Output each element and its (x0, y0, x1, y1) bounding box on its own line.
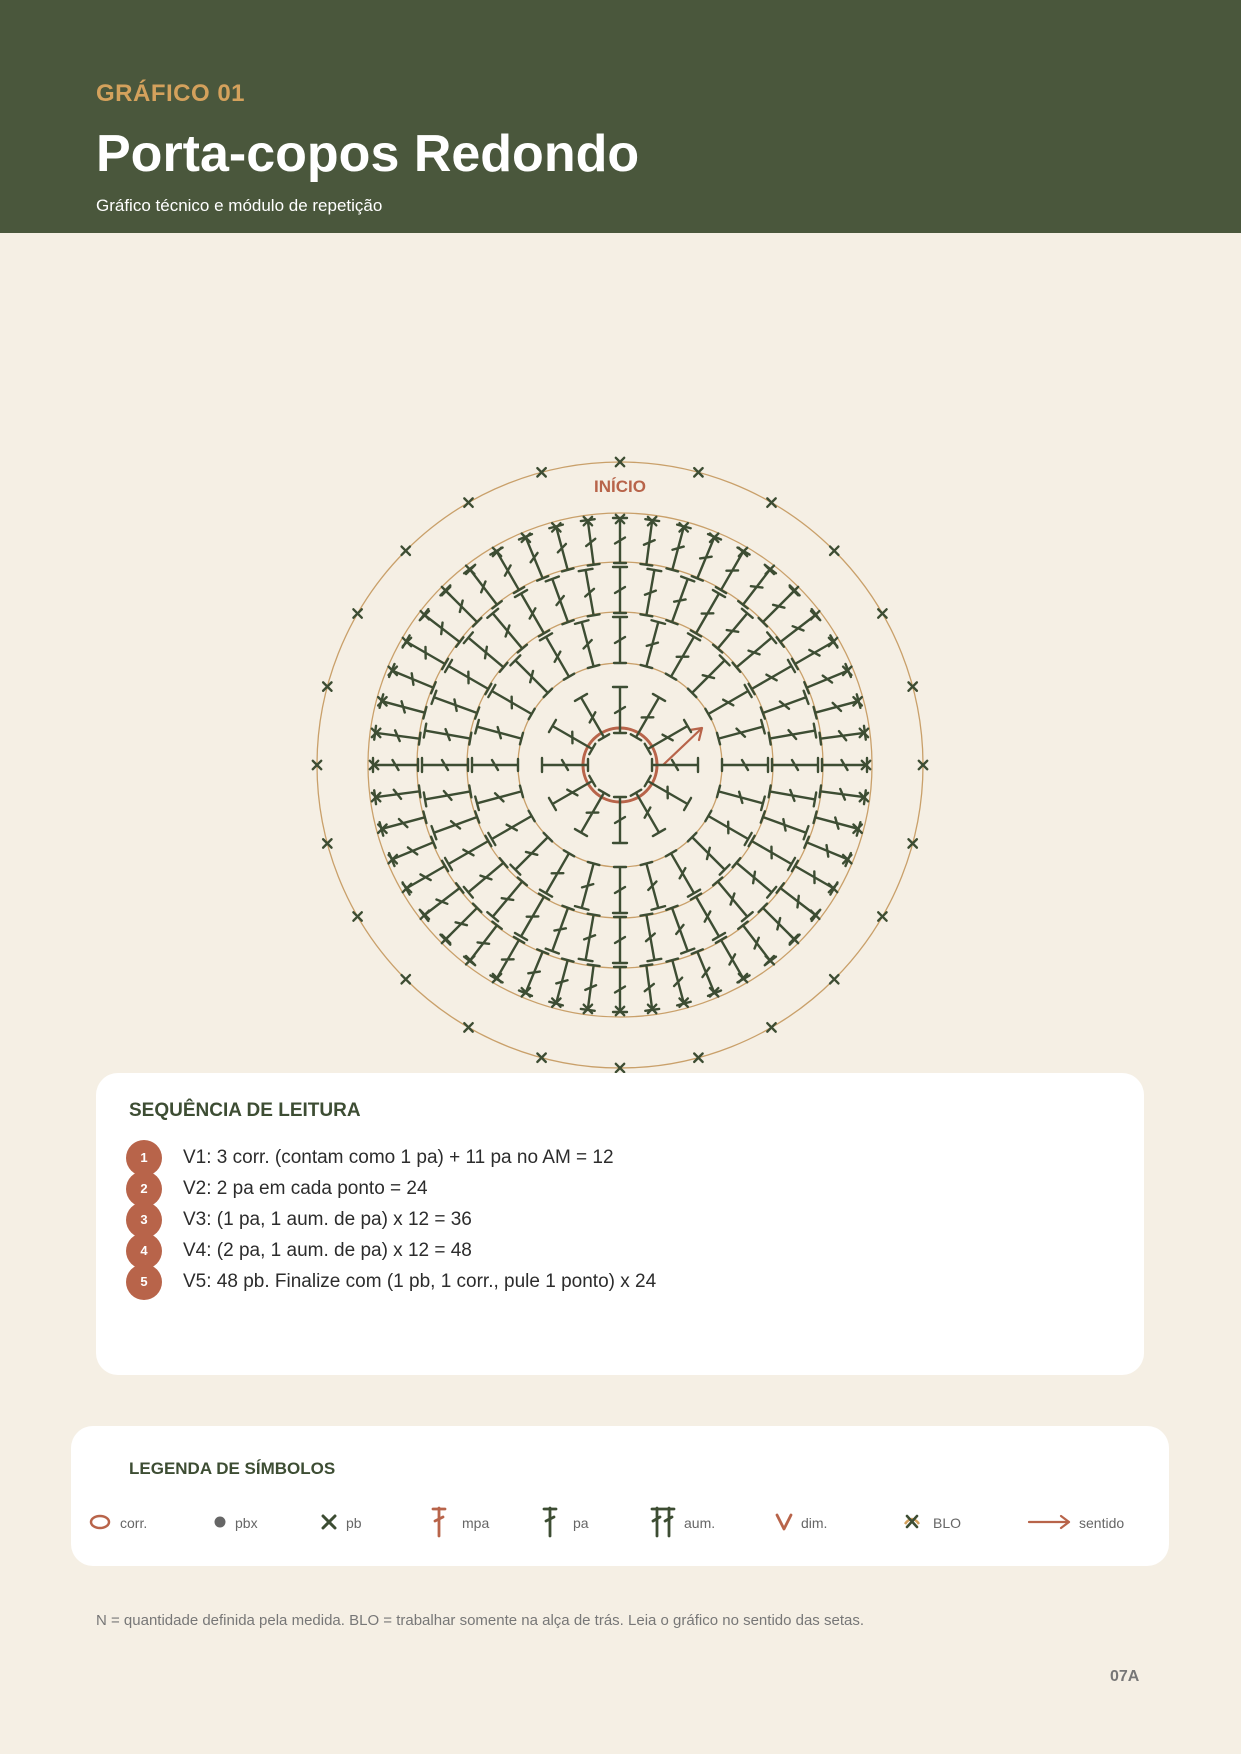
double-crochet-stitch (373, 758, 418, 772)
legend-item-pbx (207, 1504, 287, 1540)
double-crochet-stitch (424, 724, 472, 745)
double-crochet-stitch (613, 687, 627, 733)
single-crochet-stitch (464, 1023, 472, 1031)
single-crochet-stitch (908, 839, 916, 847)
legend-label: aum. (684, 1515, 716, 1531)
single-crochet-stitch (402, 975, 410, 983)
single-crochet-stitch (908, 682, 916, 690)
double-crochet-stitch (666, 906, 694, 954)
reading-sequence-card (96, 1073, 1144, 1375)
double-crochet-stitch (713, 878, 753, 922)
double-crochet-stitch (722, 758, 768, 772)
page-number: 07A (1110, 1668, 1140, 1685)
double-crochet-stitch (510, 833, 552, 875)
legend-label: pbx (235, 1515, 258, 1531)
double-crochet-stitch (613, 797, 627, 843)
legend-item-corr (87, 1504, 177, 1540)
single-crochet-stitch (537, 1053, 545, 1061)
chart-kicker: GRÁFICO 01 (96, 80, 246, 107)
double-crochet-stitch (717, 786, 765, 810)
legend-label: pb (346, 1515, 362, 1531)
chain-oval-icon (87, 1504, 113, 1540)
increase-icon (648, 1504, 678, 1540)
double-crochet-stitch (652, 758, 698, 772)
double-crochet-stitch (691, 590, 725, 636)
double-crochet-stitch (822, 758, 867, 772)
crochet-round-chart (300, 450, 940, 1080)
double-crochet-stitch (475, 720, 523, 744)
single-crochet-stitch (830, 975, 838, 983)
double-crochet-stitch (688, 833, 730, 875)
header-banner (0, 0, 1241, 233)
single-crochet-stitch (537, 468, 545, 476)
double-crochet-stitch (445, 660, 491, 694)
double-crochet-stitch (464, 632, 508, 672)
page-subtitle: Gráfico técnico e módulo de repetição (96, 196, 383, 215)
single-crochet-stitch (694, 468, 702, 476)
double-crochet-stitch (472, 758, 518, 772)
legend-label: dim. (801, 1515, 828, 1531)
single-crochet-stitch (323, 839, 331, 847)
double-crochet-stitch (717, 720, 765, 744)
double-crochet-stitch (733, 858, 777, 898)
legend-item-pa (537, 1504, 617, 1540)
single-crochet-stitch (353, 609, 361, 617)
single-crochet-stitch (878, 609, 886, 617)
legend-label: mpa (462, 1515, 490, 1531)
double-crochet-stitch (575, 694, 609, 740)
step-text: V2: 2 pa em cada ponto = 24 (183, 1178, 428, 1199)
step-number-badge: 5 (126, 1264, 162, 1300)
step-text: V1: 3 corr. (contam como 1 pa) + 11 pa no AM = 12 (183, 1147, 614, 1168)
legend-label: sentido (1079, 1515, 1125, 1531)
double-crochet-stitch (487, 609, 527, 653)
double-crochet-stitch (475, 786, 523, 810)
double-crochet-stitch (713, 609, 753, 653)
double-crochet-stitch (488, 685, 534, 719)
double-crochet-stitch (546, 577, 574, 625)
legend-label: BLO (933, 1515, 962, 1531)
magic-ring-symbol (583, 728, 657, 802)
double-crochet-stitch (487, 878, 527, 922)
double-crochet-stitch (769, 785, 817, 806)
double-crochet-stitch (488, 811, 534, 845)
direction-arrow-symbol (663, 728, 702, 765)
double-crochet-icon (537, 1504, 563, 1540)
single-crochet-stitch (353, 912, 361, 920)
double-crochet-stitch (645, 720, 691, 754)
double-crochet-stitch (640, 569, 661, 617)
double-crochet-stitch (749, 836, 795, 870)
double-crochet-stitch (705, 811, 751, 845)
double-crochet-stitch (515, 894, 549, 940)
legend-item-sentido (1027, 1504, 1147, 1540)
double-crochet-stitch (613, 567, 627, 613)
double-crochet-stitch (761, 811, 809, 839)
double-crochet-stitch (510, 655, 552, 697)
double-crochet-stitch (613, 518, 627, 563)
double-crochet-stitch (542, 758, 588, 772)
double-crochet-stitch (631, 694, 665, 740)
double-crochet-stitch (691, 894, 725, 940)
double-crochet-stitch (645, 776, 691, 810)
double-crochet-stitch (422, 758, 468, 772)
legend-item-pb (316, 1504, 396, 1540)
legend-title: LEGENDA DE SÍMBOLOS (129, 1459, 336, 1478)
legend-item-dim (771, 1504, 851, 1540)
single-crochet-x-icon (316, 1504, 342, 1540)
double-crochet-stitch (432, 691, 480, 719)
double-crochet-stitch (464, 858, 508, 898)
legend-item-mpa (426, 1504, 516, 1540)
single-crochet-stitch (767, 1023, 775, 1031)
page-title: Porta-copos Redondo (96, 125, 640, 183)
double-crochet-stitch (546, 906, 574, 954)
double-crochet-stitch (613, 967, 627, 1012)
slip-stitch-dot-icon (207, 1504, 233, 1540)
double-crochet-stitch (641, 862, 665, 910)
symbol-legend-card (71, 1426, 1169, 1566)
double-crochet-stitch (549, 776, 595, 810)
double-crochet-stitch (613, 867, 627, 913)
half-double-icon (426, 1504, 452, 1540)
double-crochet-stitch (575, 790, 609, 836)
double-crochet-stitch (613, 917, 627, 963)
double-crochet-stitch (772, 758, 818, 772)
double-crochet-stitch (631, 790, 665, 836)
step-number-badge: 4 (126, 1233, 162, 1269)
double-crochet-stitch (540, 850, 574, 896)
double-crochet-stitch (761, 691, 809, 719)
double-crochet-stitch (540, 633, 574, 679)
double-crochet-stitch (579, 569, 600, 617)
double-crochet-stitch (641, 620, 665, 668)
direction-arrow-icon (1027, 1504, 1073, 1540)
double-crochet-stitch (575, 620, 599, 668)
single-crochet-stitch (878, 912, 886, 920)
step-text: V5: 48 pb. Finalize com (1 pb, 1 corr., pule 1 ponto) x 24 (183, 1271, 657, 1292)
double-crochet-stitch (515, 590, 549, 636)
start-label: INÍCIO (594, 477, 646, 496)
legend-label: corr. (120, 1515, 148, 1531)
double-crochet-stitch (432, 811, 480, 839)
double-crochet-stitch (579, 914, 600, 962)
double-crochet-stitch (613, 617, 627, 663)
double-crochet-stitch (640, 914, 661, 962)
double-crochet-stitch (666, 850, 700, 896)
single-crochet-stitch (694, 1053, 702, 1061)
sequence-step (126, 1264, 1106, 1300)
double-crochet-stitch (549, 720, 595, 754)
single-crochet-stitch (464, 498, 472, 506)
step-text: V3: (1 pa, 1 aum. de pa) x 12 = 36 (183, 1209, 472, 1230)
legend-item-aum (648, 1504, 748, 1540)
decrease-v-icon (771, 1504, 797, 1540)
sequence-title: SEQUÊNCIA DE LEITURA (129, 1100, 361, 1121)
double-crochet-stitch (733, 632, 777, 672)
double-crochet-stitch (575, 862, 599, 910)
double-crochet-stitch (424, 785, 472, 806)
double-crochet-stitch (769, 724, 817, 745)
double-crochet-stitch (666, 577, 694, 625)
double-crochet-stitch (445, 836, 491, 870)
step-number-badge: 1 (126, 1140, 162, 1176)
step-number-badge: 2 (126, 1171, 162, 1207)
double-crochet-stitch (705, 685, 751, 719)
single-crochet-stitch (830, 547, 838, 555)
double-crochet-stitch (688, 655, 730, 697)
double-crochet-stitch (749, 660, 795, 694)
single-crochet-stitch (323, 682, 331, 690)
single-crochet-stitch (402, 547, 410, 555)
step-text: V4: (2 pa, 1 aum. de pa) x 12 = 48 (183, 1240, 472, 1261)
legend-label: pa (573, 1515, 589, 1531)
double-crochet-stitch (666, 633, 700, 679)
legend-item-blo (899, 1504, 989, 1540)
footnote: N = quantidade definida pela medida. BLO = trabalhar somente na alça de trás. Leia o gráfico no sentido das setas. (96, 1612, 864, 1629)
back-loop-icon (899, 1504, 925, 1540)
step-number-badge: 3 (126, 1202, 162, 1238)
single-crochet-stitch (767, 498, 775, 506)
